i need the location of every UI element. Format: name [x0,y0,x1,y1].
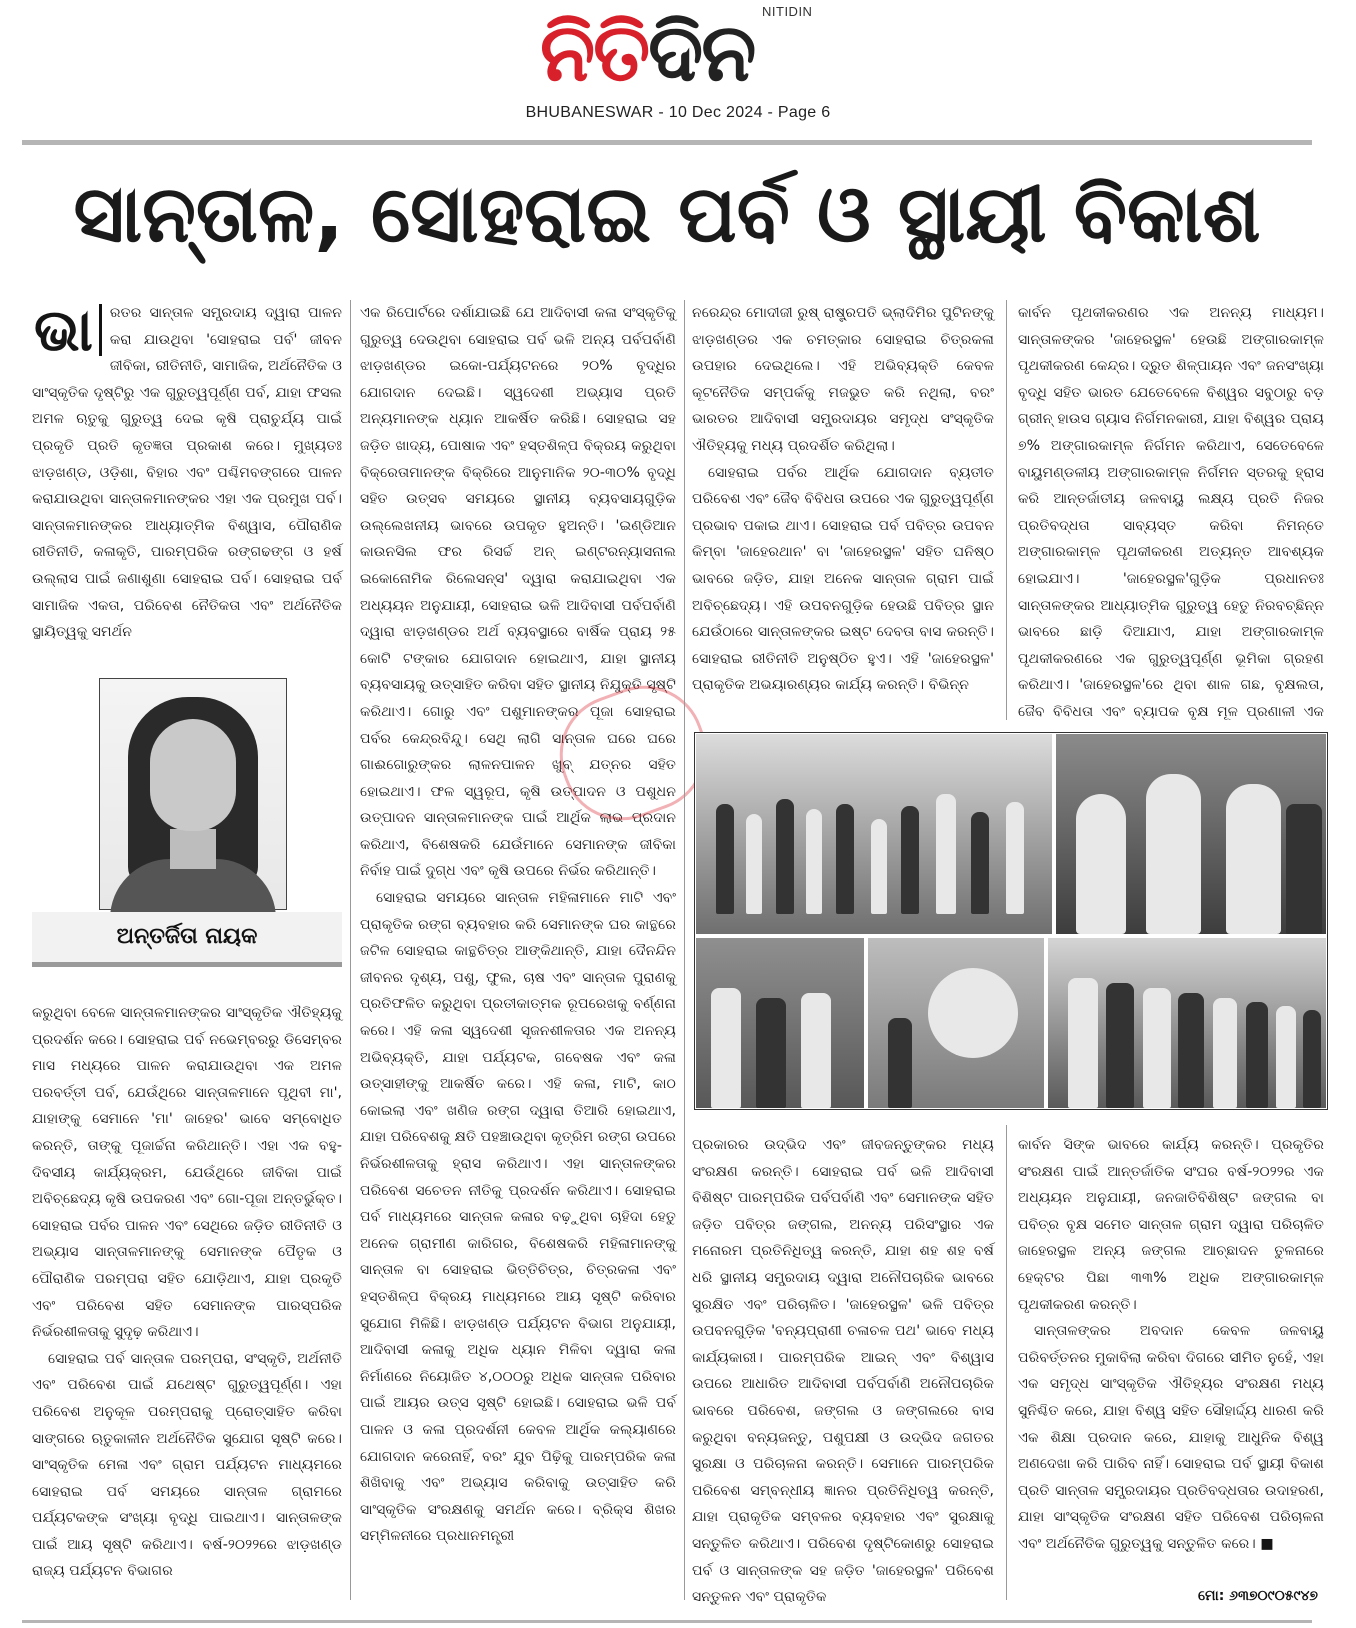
column-rule [350,300,351,1600]
paragraph: ସୋହରାଇ ସମୟରେ ସାନ୍ତାଳ ମହିଳାମାନେ ମାଟି ଏବଂ ପ୍ରାକୃତିକ ରଙ୍ଗ ବ୍ୟବହାର କରି ସେମାନଙ୍କ ଘର କାନ୍ଥରେ ଜଟିଳ ସୋହରାଇ କାନ୍ଥଚିତ୍ର ଆଙ୍କିଥାନ୍ତି, ଯାହା ଦୈନନ୍ଦିନ ଜୀବନର ଦୃଶ୍ୟ, ପଶୁ, ଫୁଲ, ଚାଷ ଏବଂ ସାନ୍ତାଳ ପୁରାଣକୁ ପ୍ରତିଫଳିତ କରୁଥିବା ପ୍ରତୀକାତ୍ମକ ରୂପରେଖକୁ ବର୍ଣ୍ଣନା କରେ। ଏହି କଳା ସ୍ୱଦେଶୀ ସୃଜନଶୀଳତାର ଏକ ଅନନ୍ୟ ଅଭିବ୍ୟକ୍ତି, ଯାହା ପର୍ଯ୍ୟଟକ, ଗବେଷକ ଏବଂ କଳା ଉତ୍ସାହୀଙ୍କୁ ଆକର୍ଷିତ କରେ। ଏହି କଳା, ମାଟି, କାଠ କୋଇଲା ଏବଂ ଖଣିଜ ରଙ୍ଗ ଦ୍ୱାରା ତିଆରି ହୋଇଥାଏ, ଯାହା ପରିବେଶକୁ କ୍ଷତି ପହଞ୍ଚାଉଥିବା କୃତ୍ରିମ ରଙ୍ଗ ଉପରେ ନିର୍ଭରଶୀଳତାକୁ ହ୍ରାସ କରିଥାଏ। ଏହା ସାନ୍ତାଳଙ୍କର ପରିବେଶ ସଚେତନ ନୀତିକୁ ପ୍ରଦର୍ଶନ କରିଥାଏ। ସୋହରାଇ ପର୍ବ ମାଧ୍ୟମରେ ସାନ୍ତାଳ କଳାର ବଢ଼ୁଥିବା ଚାହିଦା ହେତୁ ଅନେକ ଗ୍ରାମୀଣ କାରିଗର, ବିଶେଷକରି ମହିଳାମାନଙ୍କୁ ସାନ୍ତାଳ ବା ସୋହରାଇ ଭିତ୍ତିଚିତ୍ର, ଚିତ୍ରକଳା ଏବଂ ହସ୍ତଶିଳ୍ପ ବିକ୍ରୟ ମାଧ୍ୟମରେ ଆୟ ସୃଷ୍ଟି କରିବାର ସୁଯୋଗ ମିଳିଛି। ଝାଡ଼ଖଣ୍ଡ ପର୍ଯ୍ୟଟନ ବିଭାଗ ଅନୁଯାୟୀ, ଆଦିବାସୀ କଳାକୁ ଅଧିକ ଧ୍ୟାନ ମିଳିବା ଦ୍ୱାରା କଳା ନିର୍ମାଣରେ ନିୟୋଜିତ ୪,୦୦୦ରୁ ଅଧିକ ସାନ୍ତାଳ ପରିବାର ପାଇଁ ଆୟର ଉତ୍ସ ସୃଷ୍ଟି ହୋଇଛି। ସୋହରାଇ ଭଳି ପର୍ବ ପାଳନ ଓ କଳା ପ୍ରଦର୍ଶନୀ କେବଳ ଆର୍ଥିକ କଲ୍ୟାଣରେ ଯୋଗଦାନ କରେନାହିଁ, ବରଂ ଯୁବ ପିଢ଼ିକୁ ପାରମ୍ପରିକ କଳା ଶିଖିବାକୁ ଏବଂ ଅଭ୍ୟାସ କରିବାକୁ ଉତ୍ସାହିତ କରି ସାଂସ୍କୃତିକ ସଂରକ୍ଷଣକୁ ସମର୍ଥନ କରେ। ବ୍ରିକ୍ସ ଶିଖର ସମ୍ମିଳନୀରେ ପ୍ରଧାନମନ୍ତ୍ରୀ [360,890,676,1545]
column-1-bottom [32,1000,342,1600]
photo-cow-worship [868,938,1044,1108]
logo-part-black: ଦିନ [648,5,755,99]
paragraph: ନରେନ୍ଦ୍ର ମୋଦୀଜୀ ରୁଷ୍ ରାଷ୍ଟ୍ରପତି ଭ୍ଲାଦିମିର ପୁଟିନଙ୍କୁ ଝାଡ଼ଖଣ୍ଡର ଏକ ଚମତ୍କାର ସୋହରାଇ ଚିତ୍ରକଳା ଉପହାର ଦେଇଥିଲେ। ଏହି ଅଭିବ୍ୟକ୍ତି କେବଳ କୂଟନୈତିକ ସମ୍ପର୍କକୁ ମଜଭୁତ କରି ନଥିଲା, ବରଂ ଭାରତର ଆଦିବାସୀ ସମ୍ପ୍ରଦାୟର ସମୃଦ୍ଧ ସଂସ୍କୃତିକ ଐତିହ୍ୟକୁ ମଧ୍ୟ ପ୍ରଦର୍ଶିତ କରିଥିଲା। [692,305,994,454]
logo-part-red: ନିତି [540,5,649,99]
author-photo [99,678,287,910]
bottom-rule [22,1620,1312,1623]
column-3-bottom [692,1132,994,1606]
column-1-top [32,296,342,650]
paragraph: କାର୍ବନ ସିଙ୍କ ଭାବରେ କାର୍ଯ୍ୟ କରନ୍ତି। ପ୍ରକୃତିର ସଂରକ୍ଷଣ ପାଇଁ ଆନ୍ତର୍ଜାତିକ ସଂଘର ବର୍ଷ-୨୦୨୨ର ଏକ ଅଧ୍ୟୟନ ଅନୁଯାୟୀ, ଜନଜାତିବିଶିଷ୍ଟ ଜଙ୍ଗଲ ବା ପବିତ୍ର ବୃକ୍ଷ ସମେତ ସାନ୍ତାଳ ଗ୍ରାମ ଦ୍ୱାରା ପରିଚାଳିତ ଜାହେରସ୍ଥଳ ଅନ୍ୟ ଜଙ୍ଗଲ ଆଚ୍ଛାଦନ ତୁଳନାରେ ହେକ୍ଟର ପିଛା ୩୩% ଅଧିକ ଅଙ୍ଗାରକାମ୍ଳ ପୃଥକୀକରଣ କରନ୍ତି। [1018,1137,1324,1313]
drop-cap: ଭା [34,304,102,356]
paragraph: ପ୍ରକାରର ଉଦ୍ଭିଦ ଏବଂ ଜୀବଜନ୍ତୁଙ୍କର ମଧ୍ୟ ସଂରକ୍ଷଣ କରନ୍ତି। ସୋହରାଇ ପର୍ବ ଭଳି ଆଦିବାସୀ ବିଶିଷ୍ଟ ପାରମ୍ପରିକ ପର୍ବପର୍ବାଣି ଏବଂ ସେମାନଙ୍କ ସହିତ ଜଡ଼ିତ ପବିତ୍ର ଜଙ୍ଗଲ, ଅନନ୍ୟ ପରିସଂସ୍ଥାର ଏକ ମନୋରମ ପ୍ରତିନିଧିତ୍ୱ କରନ୍ତି, ଯାହା ଶହ ଶହ ବର୍ଷ ଧରି ସ୍ଥାନୀୟ ସମ୍ପ୍ରଦାୟ ଦ୍ୱାରା ଅନୌପଚାରିକ ଭାବରେ ସୁରକ୍ଷିତ ଏବଂ ପରିଚାଳିତ। 'ଜାହେରସ୍ଥଳ' ଭଳି ପବିତ୍ର ଉପବନଗୁଡ଼ିକ 'ବନ୍ୟପ୍ରାଣୀ ଚଳାଚଳ ପଥ' ଭାବେ ମଧ୍ୟ କାର୍ଯ୍ୟକାରୀ। ପାରମ୍ପରିକ ଆଇନ୍ ଏବଂ ବିଶ୍ୱାସ ଉପରେ ଆଧାରିତ ଆଦିବାସୀ ପର୍ବପର୍ବାଣି ଅନୌପଚାରିକ ଭାବରେ ପରିବେଶ, ଜଙ୍ଗଲ ଓ ଜଙ୍ଗଲରେ ବାସ କରୁଥିବା ବନ୍ୟଜନ୍ତୁ, ପଶୁପକ୍ଷୀ ଓ ଉଦ୍ଭିଦ ଜଗତର ସୁରକ୍ଷା ଓ ପରିଚାଳନା କରନ୍ତି। ସେମାନେ ପାରମ୍ପରିକ ପରିବେଶ ସମ୍ବନ୍ଧୀୟ ଜ୍ଞାନର ପ୍ରତିନିଧିତ୍ୱ କରନ୍ତି, ଯାହା ପ୍ରାକୃତିକ ସମ୍ବଳର ବ୍ୟବହାର ଏବଂ ସୁରକ୍ଷାକୁ ସନ୍ତୁଳିତ କରିଥାଏ। ପରିବେଶ ଦୃଷ୍ଟିକୋଣରୁ ସୋହରାଇ ପର୍ବ ଓ ସାନ୍ତାଳଙ୍କ ସହ ଜଡ଼ିତ 'ଜାହେରସ୍ଥଳ' ପରିବେଶ ସନ୍ତୁଳନ ଏବଂ ପ୍ରାକୃତିକ [692,1137,994,1606]
paragraph [32,296,342,646]
paragraph: ସୋହରାଇ ପର୍ବର ଆର୍ଥିକ ଯୋଗଦାନ ବ୍ୟତୀତ ପରିବେଶ ଏବଂ ଜୈବ ବିବିଧତା ଉପରେ ଏକ ଗୁରୁତ୍ୱପୂର୍ଣ୍ଣ ପ୍ରଭାବ ପକାଇ ଥାଏ। ସୋହରାଇ ପର୍ବ ପବିତ୍ର ଉପବନ କିମ୍ବା 'ଜାହେରଥାନ' ବା 'ଜାହେରସ୍ଥଳ' ସହିତ ଘନିଷ୍ଠ ଭାବରେ ଜଡ଼ିତ, ଯାହା ଅନେକ ସାନ୍ତାଳ ଗ୍ରାମ ପାଇଁ ଅବିଚ୍ଛେଦ୍ୟ। ଏହି ଉପବନଗୁଡ଼ିକ ହେଉଛି ପବିତ୍ର ସ୍ଥାନ ଯେଉଁଠାରେ ସାନ୍ତାଳଙ୍କର ଇଷ୍ଟ ଦେବତା ବାସ କରନ୍ତି। ସୋହରାଇ ରୀତିନୀତି ଅନୁଷ୍ଠିତ ହୁଏ। ଏହି 'ଜାହେରସ୍ଥଳ' ପ୍ରାକୃତିକ ଅଭୟାରଣ୍ୟର କାର୍ଯ୍ୟ କରନ୍ତି। ବିଭିନ୍ନ [692,464,994,694]
logo-latin-text: NITIDIN [762,4,813,19]
photo-dancers [696,938,864,1108]
column-rule [1006,1125,1007,1600]
photo-women-in-line [1048,938,1326,1108]
photo-women-with-baskets [1056,734,1326,934]
paragraph: ସୋହରାଇ ପର୍ବ ସାନ୍ତାଳ ପରମ୍ପରା, ସଂସ୍କୃତି, ଅର୍ଥନୀତି ଏବଂ ପରିବେଶ ପାଇଁ ଯଥେଷ୍ଟ ଗୁରୁତ୍ୱପୂର୍ଣ୍ଣ। ଏହା ପରିବେଶ ଅନୁକୂଳ ପରମ୍ପରାକୁ ପ୍ରୋତ୍ସାହିତ କରିବା ସାଙ୍ଗରେ ଋତୁକାଳୀନ ଅର୍ଥନୈତିକ ସୁଯୋଗ ସୃଷ୍ଟି କରେ। ସାଂସ୍କୃତିକ ମେଳା ଏବଂ ଗ୍ରାମ ପର୍ଯ୍ୟଟନ ମାଧ୍ୟମରେ ସୋହରାଇ ପର୍ବ ସମୟରେ ସାନ୍ତାଳ ଗ୍ରାମରେ ପର୍ଯ୍ୟଟକଙ୍କ ସଂଖ୍ୟା ବୃଦ୍ଧି ପାଇଥାଏ। ସାନ୍ତାଳଙ୍କ ପାଇଁ ଆୟ ସୃଷ୍ଟି କରିଥାଏ। ବର୍ଷ-୨୦୨୨ରେ ଝାଡ଼ଖଣ୍ଡ ରାଜ୍ୟ ପର୍ଯ୍ୟଟନ ବିଭାଗର [32,1350,342,1580]
author-contact: ମୋ: ୬୩୭୦୯୦୫୯୪୭ [1198,1588,1318,1604]
column-rule [684,300,685,1600]
author-byline-box [32,912,342,967]
column-4-bottom [1018,1132,1324,1582]
festival-photo-collage [694,732,1328,1110]
author-name: ଅନ୍ତର୍ଜିତା ନାୟକ [116,924,258,949]
masthead [0,0,1356,130]
column-3-top [692,300,994,720]
paragraph: କରୁଥିବା ବେଳେ ସାନ୍ତାଳମାନଙ୍କର ସାଂସ୍କୃତିକ ଐତିହ୍ୟକୁ ପ୍ରଦର୍ଶନ କରେ। ସୋହରାଇ ପର୍ବ ନଭେମ୍ବରରୁ ଡିସେମ୍ବର ମାସ ମଧ୍ୟରେ ପାଳନ କରାଯାଉଥିବା ଏକ ଅମଳ ପରବର୍ତ୍ତୀ ପର୍ବ, ଯେଉଁଥିରେ ସାନ୍ତାଳମାନେ ପୃଥିବୀ ମା', ଯାହାଙ୍କୁ ସେମାନେ 'ମା' ଜାହେର' ଭାବେ ସମ୍ବୋଧିତ କରନ୍ତି, ତାଙ୍କୁ ପୂଜାର୍ଚ୍ଚନା କରିଥାନ୍ତି। ଏହା ଏକ ବହୁ-ଦିବସୀୟ କାର୍ଯ୍ୟକ୍ରମ, ଯେଉଁଥିରେ ଜୀବିକା ପାଇଁ ଅବିଚ୍ଛେଦ୍ୟ କୃଷି ଉପକରଣ ଏବଂ ଗୋ-ପୂଜା ଅନ୍ତର୍ଭୁକ୍ତ। ସୋହରାଇ ପର୍ବର ପାଳନ ଏବଂ ସେଥିରେ ଜଡ଼ିତ ରୀତିନୀତି ଓ ଅଭ୍ୟାସ ସାନ୍ତାଳମାନଙ୍କୁ ସେମାନଙ୍କ ପୈତୃକ ଓ ପୌରାଣିକ ପରମ୍ପରା ସହିତ ଯୋଡ଼ିଥାଏ, ଯାହା ପ୍ରକୃତି ଏବଂ ପରିବେଶ ସହିତ ସେମାନଙ୍କ ପାରସ୍ପରିକ ନିର୍ଭରଶୀଳତାକୁ ସୁଦୃଢ଼ କରିଥାଏ। [32,1005,342,1341]
top-rule [22,140,1312,145]
paragraph: କାର୍ବନ ପୃଥକୀକରଣର ଏକ ଅନନ୍ୟ ମାଧ୍ୟମ। ସାନ୍ତାଳଙ୍କର 'ଜାହେରସ୍ଥଳ' ହେଉଛି ଅଙ୍ଗାରକାମ୍ଳ ପୃଥକୀକରଣ କେନ୍ଦ୍ର। ଦ୍ରୁତ ଶିଳ୍ପାୟନ ଏବଂ ଜନସଂଖ୍ୟା ବୃଦ୍ଧି ସହିତ ଭାରତ ଯେତେବେଳେ ବିଶ୍ୱର ସବୁଠାରୁ ବଡ଼ ଗ୍ରୀନ୍ ହାଉସ ଗ୍ୟାସ ନିର୍ଗମନକାରୀ, ଯାହା ବିଶ୍ୱର ପ୍ରାୟ ୭% ଅଙ୍ଗାରକାମ୍ଳ ନିର୍ଗମନ କରିଥାଏ, ସେତେବେଳେ ବାୟୁମଣ୍ଡଳୀୟ ଅଙ୍ଗାରକାମ୍ଳ ନିର୍ଗମନ ସ୍ତରକୁ ହ୍ରାସ କରି ଆନ୍ତର୍ଜାତୀୟ ଜଳବାୟୁ ଲକ୍ଷ୍ୟ ପ୍ରତି ନିଜର ପ୍ରତିବଦ୍ଧତା ସାବ୍ୟସ୍ତ କରିବା ନିମନ୍ତେ ଅଙ୍ଗାରକାମ୍ଳ ପୃଥକୀକରଣ ଅତ୍ୟନ୍ତ ଆବଶ୍ୟକ ହୋଇଯାଏ। 'ଜାହେରସ୍ଥଳ'ଗୁଡ଼ିକ ପ୍ରଧାନତଃ ସାନ୍ତାଳଙ୍କର ଆଧ୍ୟାତ୍ମିକ ଗୁରୁତ୍ୱ ହେତୁ ନିରବଚ୍ଛିନ୍ନ ଭାବରେ ଛାଡ଼ି ଦିଆଯାଏ, ଯାହା ଅଙ୍ଗାରକାମ୍ଳ ପୃଥକୀକରଣରେ ଏକ ଗୁରୁତ୍ୱପୂର୍ଣ୍ଣ ଭୂମିକା ଗ୍ରହଣ କରିଥାଏ। 'ଜାହେରସ୍ଥଳ'ରେ ଥିବା ଶାଳ ଗଛ, ବୃକ୍ଷଲତା, ଜୈବ ବିବିଧତା ଏବଂ ବ୍ୟାପକ ବୃକ୍ଷ ମୂଳ ପ୍ରଣାଳୀ ଏକ [1018,305,1324,720]
column-2 [360,300,676,1600]
photo-procession [696,734,1052,934]
column-4-top [1018,300,1324,720]
article-headline: ସାନ୍ତାଳ, ସୋହରାଇ ପର୍ବ ଓ ସ୍ଥାୟୀ ବିକାଶ [73,170,1261,260]
paragraph: ସାନ୍ତାଳଙ୍କର ଅବଦାନ କେବଳ ଜଳବାୟୁ ପରିବର୍ତ୍ତନର ମୁକାବିଲା କରିବା ଦିଗରେ ସୀମିତ ନୁହେଁ, ଏହା ଏକ ସମୃଦ୍ଧ ସାଂସ୍କୃତିକ ଐତିହ୍ୟର ସଂରକ୍ଷଣ ମଧ୍ୟ ସୁନିଶ୍ଚିତ କରେ, ଯାହା ବିଶ୍ୱ ସହିତ ସୌହାର୍ଦ୍ଦ୍ୟ ଧାରଣ କରି ଏକ ଶିକ୍ଷା ପ୍ରଦାନ କରେ, ଯାହାକୁ ଆଧୁନିକ ବିଶ୍ୱ ଅଣଦେଖା କରି ପାରିବ ନାହିଁ। ସୋହରାଇ ପର୍ବ ସ୍ଥାୟୀ ବିକାଶ ପ୍ରତି ସାନ୍ତାଳ ସମ୍ପ୍ରଦାୟର ପ୍ରତିବଦ୍ଧତାର ଉଦାହରଣ, ଯାହା ସାଂସ୍କୃତିକ ସଂରକ୍ଷଣ ସହିତ ପରିବେଶ ପରିଚାଳନା ଏବଂ ଅର୍ଥନୈତିକ ଗୁରୁତ୍ୱକୁ ସନ୍ତୁଳିତ କରେ। ■ [1018,1323,1324,1552]
paragraph-text: ରତର ସାନ୍ତାଳ ସମ୍ପ୍ରଦାୟ ଦ୍ୱାରା ପାଳନ କରା ଯାଉଥିବା 'ସୋହରାଇ ପର୍ବ' ଜୀବନ ଜୀବିକା, ରୀତିନୀତି, ସାମାଜିକ, ଅର୍ଥନୈତିକ ଓ ସାଂସ୍କୃତିକ ଦୃଷ୍ଟିରୁ ଏକ ଗୁରୁତ୍ୱପୂର୍ଣ୍ଣ ପର୍ବ, ଯାହା ଫସଲ ଅମଳ ଋତୁକୁ ଗୁରୁତ୍ୱ ଦେଇ କୃଷି ପ୍ରାଚୁର୍ଯ୍ୟ ପାଇଁ ପ୍ରକୃତି ପ୍ରତି କୃତଜ୍ଞତା ପ୍ରକାଶ କରେ। ମୁଖ୍ୟତଃ ଝାଡ଼ଖଣ୍ଡ, ଓଡ଼ିଶା, ବିହାର ଏବଂ ପଶ୍ଚିମବଙ୍ଗରେ ପାଳନ କରାଯାଉଥିବା ସାନ୍ତାଳମାନଙ୍କର ଏହା ଏକ ପ୍ରମୁଖ ପର୍ବ। ସାନ୍ତାଳମାନଙ୍କର ଆଧ୍ୟାତ୍ମିକ ବିଶ୍ୱାସ, ପୌରାଣିକ ରୀତିନୀତି, କଳାକୃତି, ପାରମ୍ପରିକ ରଙ୍ଗଢଙ୍ଗ ଓ ହର୍ଷ ଉଲ୍ଲାସ ପାଇଁ ଜଣାଶୁଣା ସୋହରାଇ ପର୍ବ। ସୋହରାଇ ପର୍ବ ସାମାଜିକ ଏକତା, ପରିବେଶ ନୈତିକତା ଏବଂ ଅର୍ଥନୈତିକ ସ୍ଥାୟିତ୍ୱକୁ ସମର୍ଥନ [32,305,342,641]
paragraph: ଏକ ରିପୋର୍ଟରେ ଦର୍ଶାଯାଇଛି ଯେ ଆଦିବାସୀ କଳା ସଂସ୍କୃତିକୁ ଗୁରୁତ୍ୱ ଦେଉଥିବା ସୋହରାଇ ପର୍ବ ଭଳି ଅନ୍ୟ ପର୍ବପର୍ବାଣି ଝାଡ଼ଖଣ୍ଡର ଇକୋ-ପର୍ଯ୍ୟଟନରେ ୨୦% ବୃଦ୍ଧିର ଯୋଗଦାନ ଦେଇଛି। ସ୍ୱଦେଶୀ ଅଭ୍ୟାସ ପ୍ରତି ଅନ୍ୟମାନଙ୍କ ଧ୍ୟାନ ଆକର୍ଷିତ କରିଛି। ସୋହରାଇ ସହ ଜଡ଼ିତ ଖାଦ୍ୟ, ପୋଷାକ ଏବଂ ହସ୍ତଶିଳ୍ପ ବିକ୍ରୟ କରୁଥିବା ବିକ୍ରେତାମାନଙ୍କ ବିକ୍ରିରେ ଆନୁମାନିକ ୨୦-୩୦% ବୃଦ୍ଧି ସହିତ ଉତ୍ସବ ସମୟରେ ସ୍ଥାନୀୟ ବ୍ୟବସାୟଗୁଡ଼ିକ ଉଲ୍ଲେଖନୀୟ ଭାବରେ ଉପକୃତ ହୁଅନ୍ତି। 'ଇଣ୍ଡିଆନ କାଉନସିଲ ଫର ରିସର୍ଚ୍ଚ ଅନ୍ ଇଣ୍ଟରନ୍ୟାସନାଲ ଇକୋନୋମିକ ରିଲେସନ୍ସ' ଦ୍ୱାରା କରାଯାଇଥିବା ଏକ ଅଧ୍ୟୟନ ଅନୁଯାୟୀ, ସୋହରାଇ ଭଳି ଆଦିବାସୀ ପର୍ବପର୍ବାଣି ଦ୍ୱାରା ଝାଡ଼ଖଣ୍ଡର ଅର୍ଥ ବ୍ୟବସ୍ଥାରେ ବାର୍ଷିକ ପ୍ରାୟ ୨୫ କୋଟି ଟଙ୍କାର ଯୋଗଦାନ ହୋଇଥାଏ, ଯାହା ସ୍ଥାନୀୟ ବ୍ୟବସାୟକୁ ଉତ୍ସାହିତ କରିବା ସହିତ ସ୍ଥାନୀୟ ନିଯୁକ୍ତି ସୃଷ୍ଟି କରିଥାଏ। ଗୋରୁ ଏବଂ ପଶୁମାନଙ୍କର ପୂଜା ସୋହରାଇ ପର୍ବର କେନ୍ଦ୍ରବିନ୍ଦୁ। ସେଥି ଲାଗି ସାନ୍ତାଳ ଘରେ ଘରେ ଗାଈଗୋରୁଙ୍କର ଲାଳନପାଳନ ଖୁବ୍ ଯତ୍ନର ସହିତ ହୋଇଥାଏ। ଫଳ ସ୍ୱରୂପ, କୃଷି ଉତ୍ପାଦନ ଓ ପଶୁଧନ ଉତ୍ପାଦନ ସାନ୍ତାଳମାନଙ୍କ ପାଇଁ ଆର୍ଥିକ ଲାଭ ପ୍ରଦାନ କରିଥାଏ, ବିଶେଷକରି ଯେଉଁମାନେ ସେମାନଙ୍କ ଜୀବିକା ନିର୍ବାହ ପାଇଁ ଦୁଗ୍ଧ ଏବଂ କୃଷି ଉପରେ ନିର୍ଭର କରିଥାନ୍ତି। [360,305,676,880]
column-rule [1006,300,1007,720]
dateline: BHUBANESWAR - 10 Dec 2024 - Page 6 [525,104,831,121]
